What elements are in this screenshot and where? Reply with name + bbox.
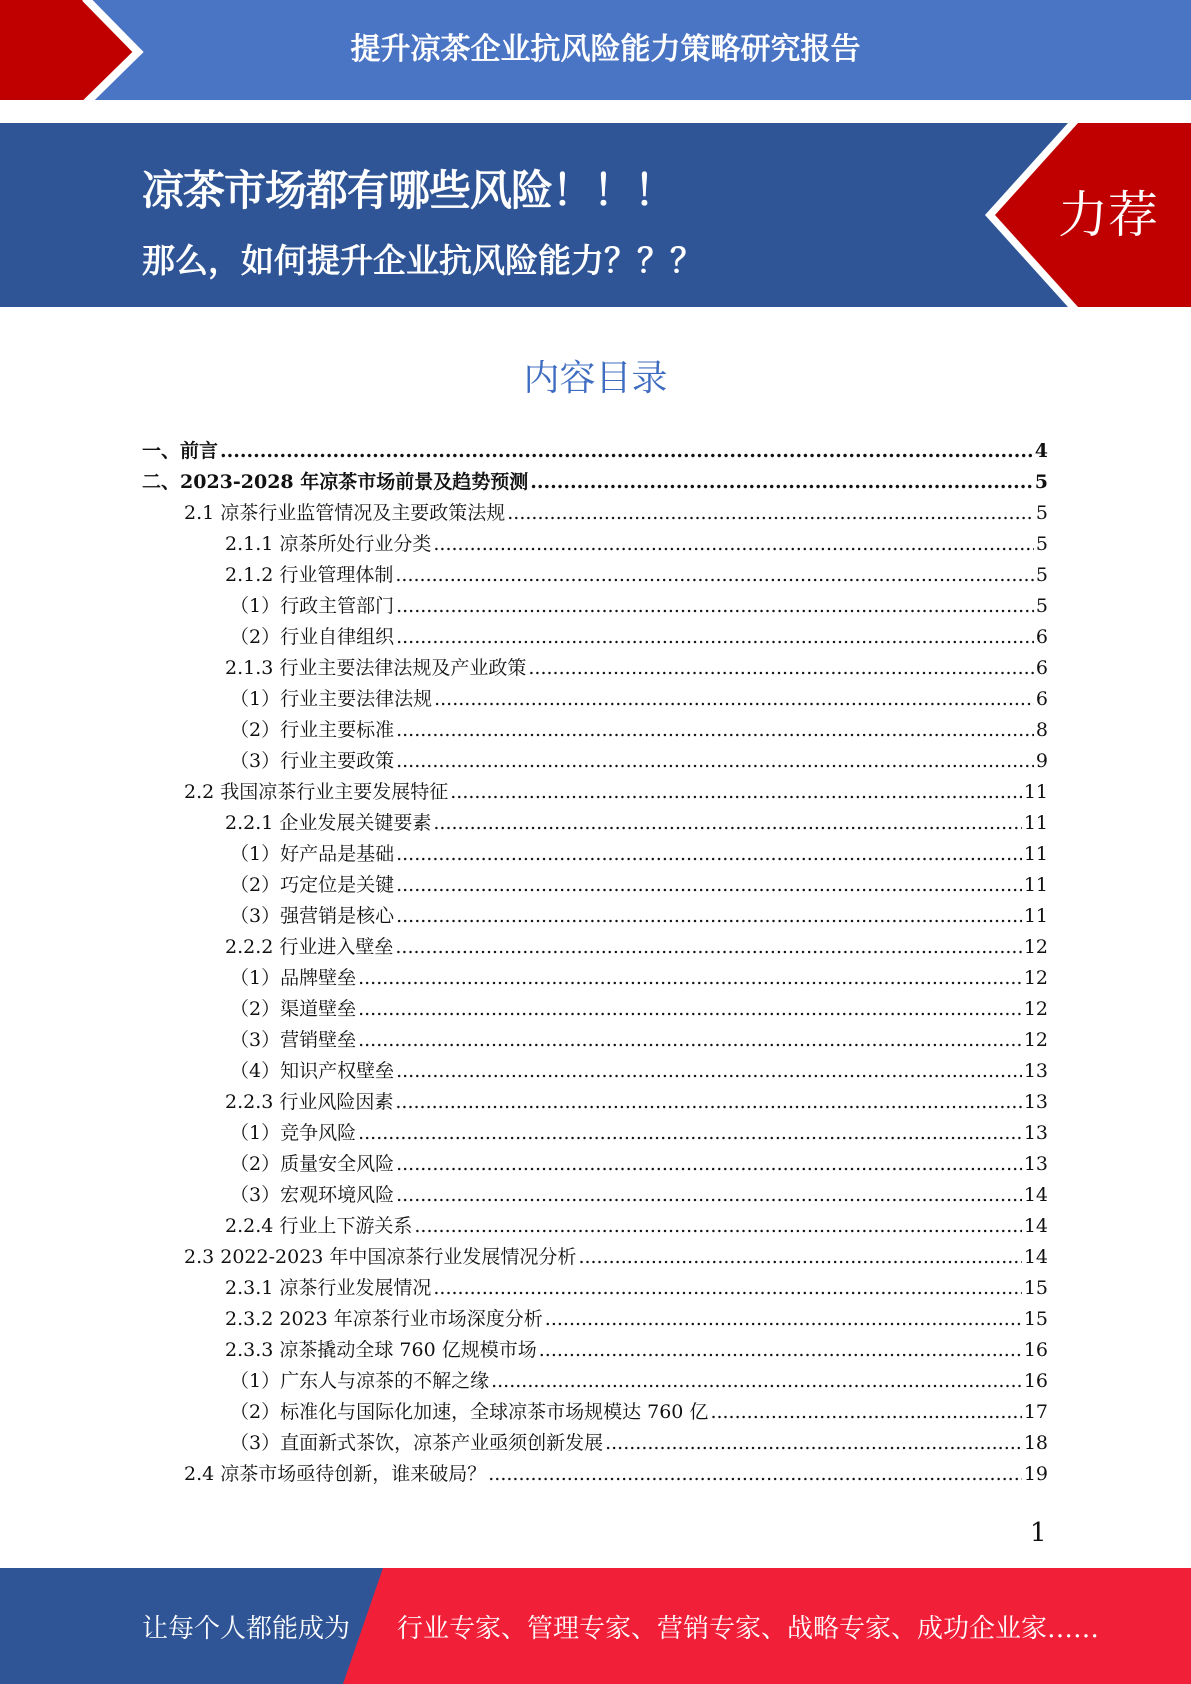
toc-entry[interactable]: 2.1.1 凉茶所处行业分类 ..... 5: [225, 529, 1048, 560]
report-title: 提升凉茶企业抗风险能力策略研究报告: [350, 32, 861, 67]
toc-entry[interactable]: （1）竞争风险 ..... 13: [230, 1118, 1048, 1149]
footer-slogan-right: 行业专家、管理专家、营销专家、战略专家、成功企业家……: [397, 1614, 1100, 1644]
toc-entry[interactable]: 2.3 2022-2023 年中国凉茶行业发展情况分析 ..... 14: [184, 1242, 1048, 1273]
toc-entry[interactable]: （1）行政主管部门 ..... 5: [230, 591, 1048, 622]
banner-bottom-stripe: [0, 100, 1191, 110]
toc-entry[interactable]: （2）巧定位是关键 ..... 11: [230, 870, 1048, 901]
toc-entry[interactable]: （3）行业主要政策 ..... 9: [230, 746, 1048, 777]
recommend-badge: 力荐: [1058, 186, 1158, 244]
toc-entry[interactable]: 2.1.2 行业管理体制 ..... 5: [225, 560, 1048, 591]
toc-entry[interactable]: （3）直面新式茶饮，凉茶产业亟须创新发展 ..... 18: [230, 1428, 1048, 1459]
hero-subheadline: 那么，如何提升企业抗风险能力？？？: [142, 241, 703, 280]
toc-entry[interactable]: 2.2.4 行业上下游关系 ..... 14: [225, 1211, 1048, 1242]
toc-entry[interactable]: （3）宏观环境风险 ..... 14: [230, 1180, 1048, 1211]
toc-entry[interactable]: （1）品牌壁垒 ..... 12: [230, 963, 1048, 994]
toc-entry[interactable]: 2.3.3 凉茶撬动全球 760 亿规模市场 ..... 16: [225, 1335, 1048, 1366]
hero-headline: 凉茶市场都有哪些风险！！！: [142, 166, 676, 215]
toc-entry[interactable]: （2）行业自律组织 ..... 6: [230, 622, 1048, 653]
toc-entry[interactable]: 2.2.1 企业发展关键要素 ..... 11: [225, 808, 1048, 839]
top-banner: [0, 0, 1191, 110]
toc-entry[interactable]: （1）行业主要法律法规 ..... 6: [230, 684, 1048, 715]
toc-heading: 内容目录: [523, 358, 668, 399]
toc-entry[interactable]: 2.2.3 行业风险因素 ..... 13: [225, 1087, 1048, 1118]
toc-entry[interactable]: （1）广东人与凉茶的不解之缘 ..... 16: [230, 1366, 1048, 1397]
page-number: 1: [1030, 1518, 1047, 1548]
toc-entry[interactable]: 2.3.1 凉茶行业发展情况 ..... 15: [225, 1273, 1048, 1304]
hero-banner: [0, 123, 1191, 307]
toc-entry[interactable]: 2.2 我国凉茶行业主要发展特征 ..... 11: [184, 777, 1048, 808]
toc-entry[interactable]: 2.4 凉茶市场亟待创新，谁来破局？ ..... 19: [184, 1459, 1048, 1490]
toc-entry[interactable]: 2.1.3 行业主要法律法规及产业政策 ..... 6: [225, 653, 1048, 684]
footer-banner: [0, 1568, 1191, 1684]
toc-entry[interactable]: （2）质量安全风险 ..... 13: [230, 1149, 1048, 1180]
toc-entry[interactable]: （4）知识产权壁垒 ..... 13: [230, 1056, 1048, 1087]
toc-entry[interactable]: 2.3.2 2023 年凉茶行业市场深度分析 ..... 15: [225, 1304, 1048, 1335]
toc-entry[interactable]: （3）强营销是核心 ..... 11: [230, 901, 1048, 932]
toc-entry[interactable]: （3）营销壁垒 ..... 12: [230, 1025, 1048, 1056]
footer-slogan-left: 让每个人都能成为: [142, 1614, 351, 1644]
toc-entry[interactable]: 一、前言 ..... 4: [142, 436, 1048, 467]
toc-entry[interactable]: 2.1 凉茶行业监管情况及主要政策法规 ..... 5: [184, 498, 1048, 529]
toc-entry[interactable]: （2）行业主要标准 ..... 8: [230, 715, 1048, 746]
toc-entry[interactable]: （1）好产品是基础 ..... 11: [230, 839, 1048, 870]
toc-entry[interactable]: （2）标准化与国际化加速，全球凉茶市场规模达 760 亿 ..... 17: [230, 1397, 1048, 1428]
toc-entry[interactable]: （2）渠道壁垒 ..... 12: [230, 994, 1048, 1025]
toc-entry[interactable]: 2.2.2 行业进入壁垒 ..... 12: [225, 932, 1048, 963]
toc-entry[interactable]: 二、2023-2028 年凉茶市场前景及趋势预测 ..... 5: [142, 467, 1048, 498]
